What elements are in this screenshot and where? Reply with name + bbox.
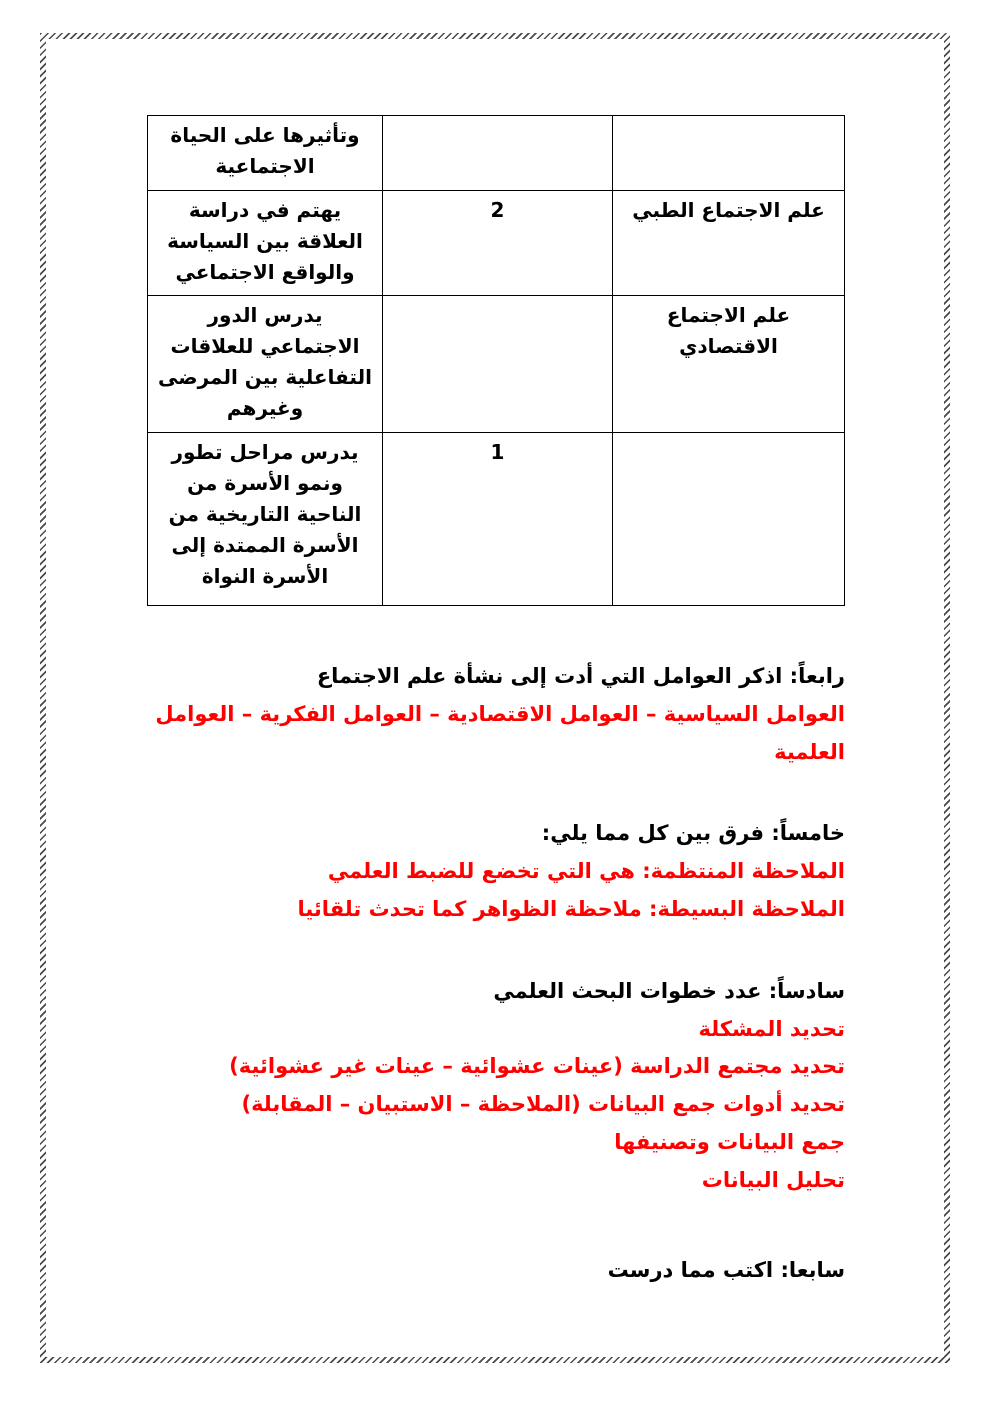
section-sixth-question (148, 973, 845, 1200)
answer-line: الملاحظة البسيطة: ملاحظة الظواهر كما تحدث تلقائيا (297, 896, 845, 921)
answer-line: الملاحظة المنتظمة: هي التي تخضع للضبط العلمي (327, 859, 845, 884)
cell-number (383, 116, 613, 191)
cell-description: يدرس مراحل تطور ونمو الأسرة من الناحية التاريخية من الأسرة الممتدة إلى الأسرة النواة (148, 433, 383, 606)
page-inner (46, 39, 944, 1357)
section-fourth-question (148, 658, 845, 771)
cell-number: 1 (383, 433, 613, 606)
answer-line: تحديد أدوات جمع البيانات (الملاحظة – الاستبيان – المقابلة) (241, 1092, 845, 1117)
section-fifth-question (148, 815, 845, 928)
question-heading: رابعاً: اذكر العوامل التي أدت إلى نشأة علم الاجتماع (316, 664, 845, 688)
table-row (148, 433, 845, 606)
cell-number: 2 (383, 191, 613, 296)
table-row (148, 116, 845, 191)
section-seventh-question (148, 1252, 845, 1290)
cell-branch-name: علم الاجتماع الطبي (613, 191, 845, 296)
cell-description: وتأثيرها على الحياة الاجتماعية (148, 116, 383, 191)
question-heading: خامساً: فرق بين كل مما يلي: (541, 821, 845, 846)
answer-line: العوامل السياسية – العوامل الاقتصادية – العوامل الفكرية – العوامل العلمية (155, 701, 845, 764)
answer-line: تحديد مجتمع الدراسة (عينات عشوائية – عينات غير عشوائية) (229, 1054, 845, 1079)
table-row (148, 296, 845, 433)
cell-description: يهتم في دراسة العلاقة بين السياسة والواقع الاجتماعي (148, 191, 383, 296)
cell-branch-name: علم الاجتماع الاقتصادي (613, 296, 845, 433)
answer-line: تحديد المشكلة (698, 1016, 845, 1041)
question-heading: سابعا: اكتب مما درست (607, 1257, 845, 1282)
cell-description: يدرس الدور الاجتماعي للعلاقات التفاعلية بين المرضى وغيرهم (148, 296, 383, 433)
decorative-border (40, 33, 950, 1363)
table-row (148, 191, 845, 296)
cell-number (383, 296, 613, 433)
answer-line: جمع البيانات وتصنيفها (614, 1129, 845, 1154)
sociology-branches-table (147, 115, 845, 606)
document-content (46, 39, 944, 1357)
answer-line: تحليل البيانات (701, 1167, 845, 1192)
cell-branch-name (613, 433, 845, 606)
cell-branch-name (613, 116, 845, 191)
question-heading: سادساً: عدد خطوات البحث العلمي (493, 978, 845, 1003)
